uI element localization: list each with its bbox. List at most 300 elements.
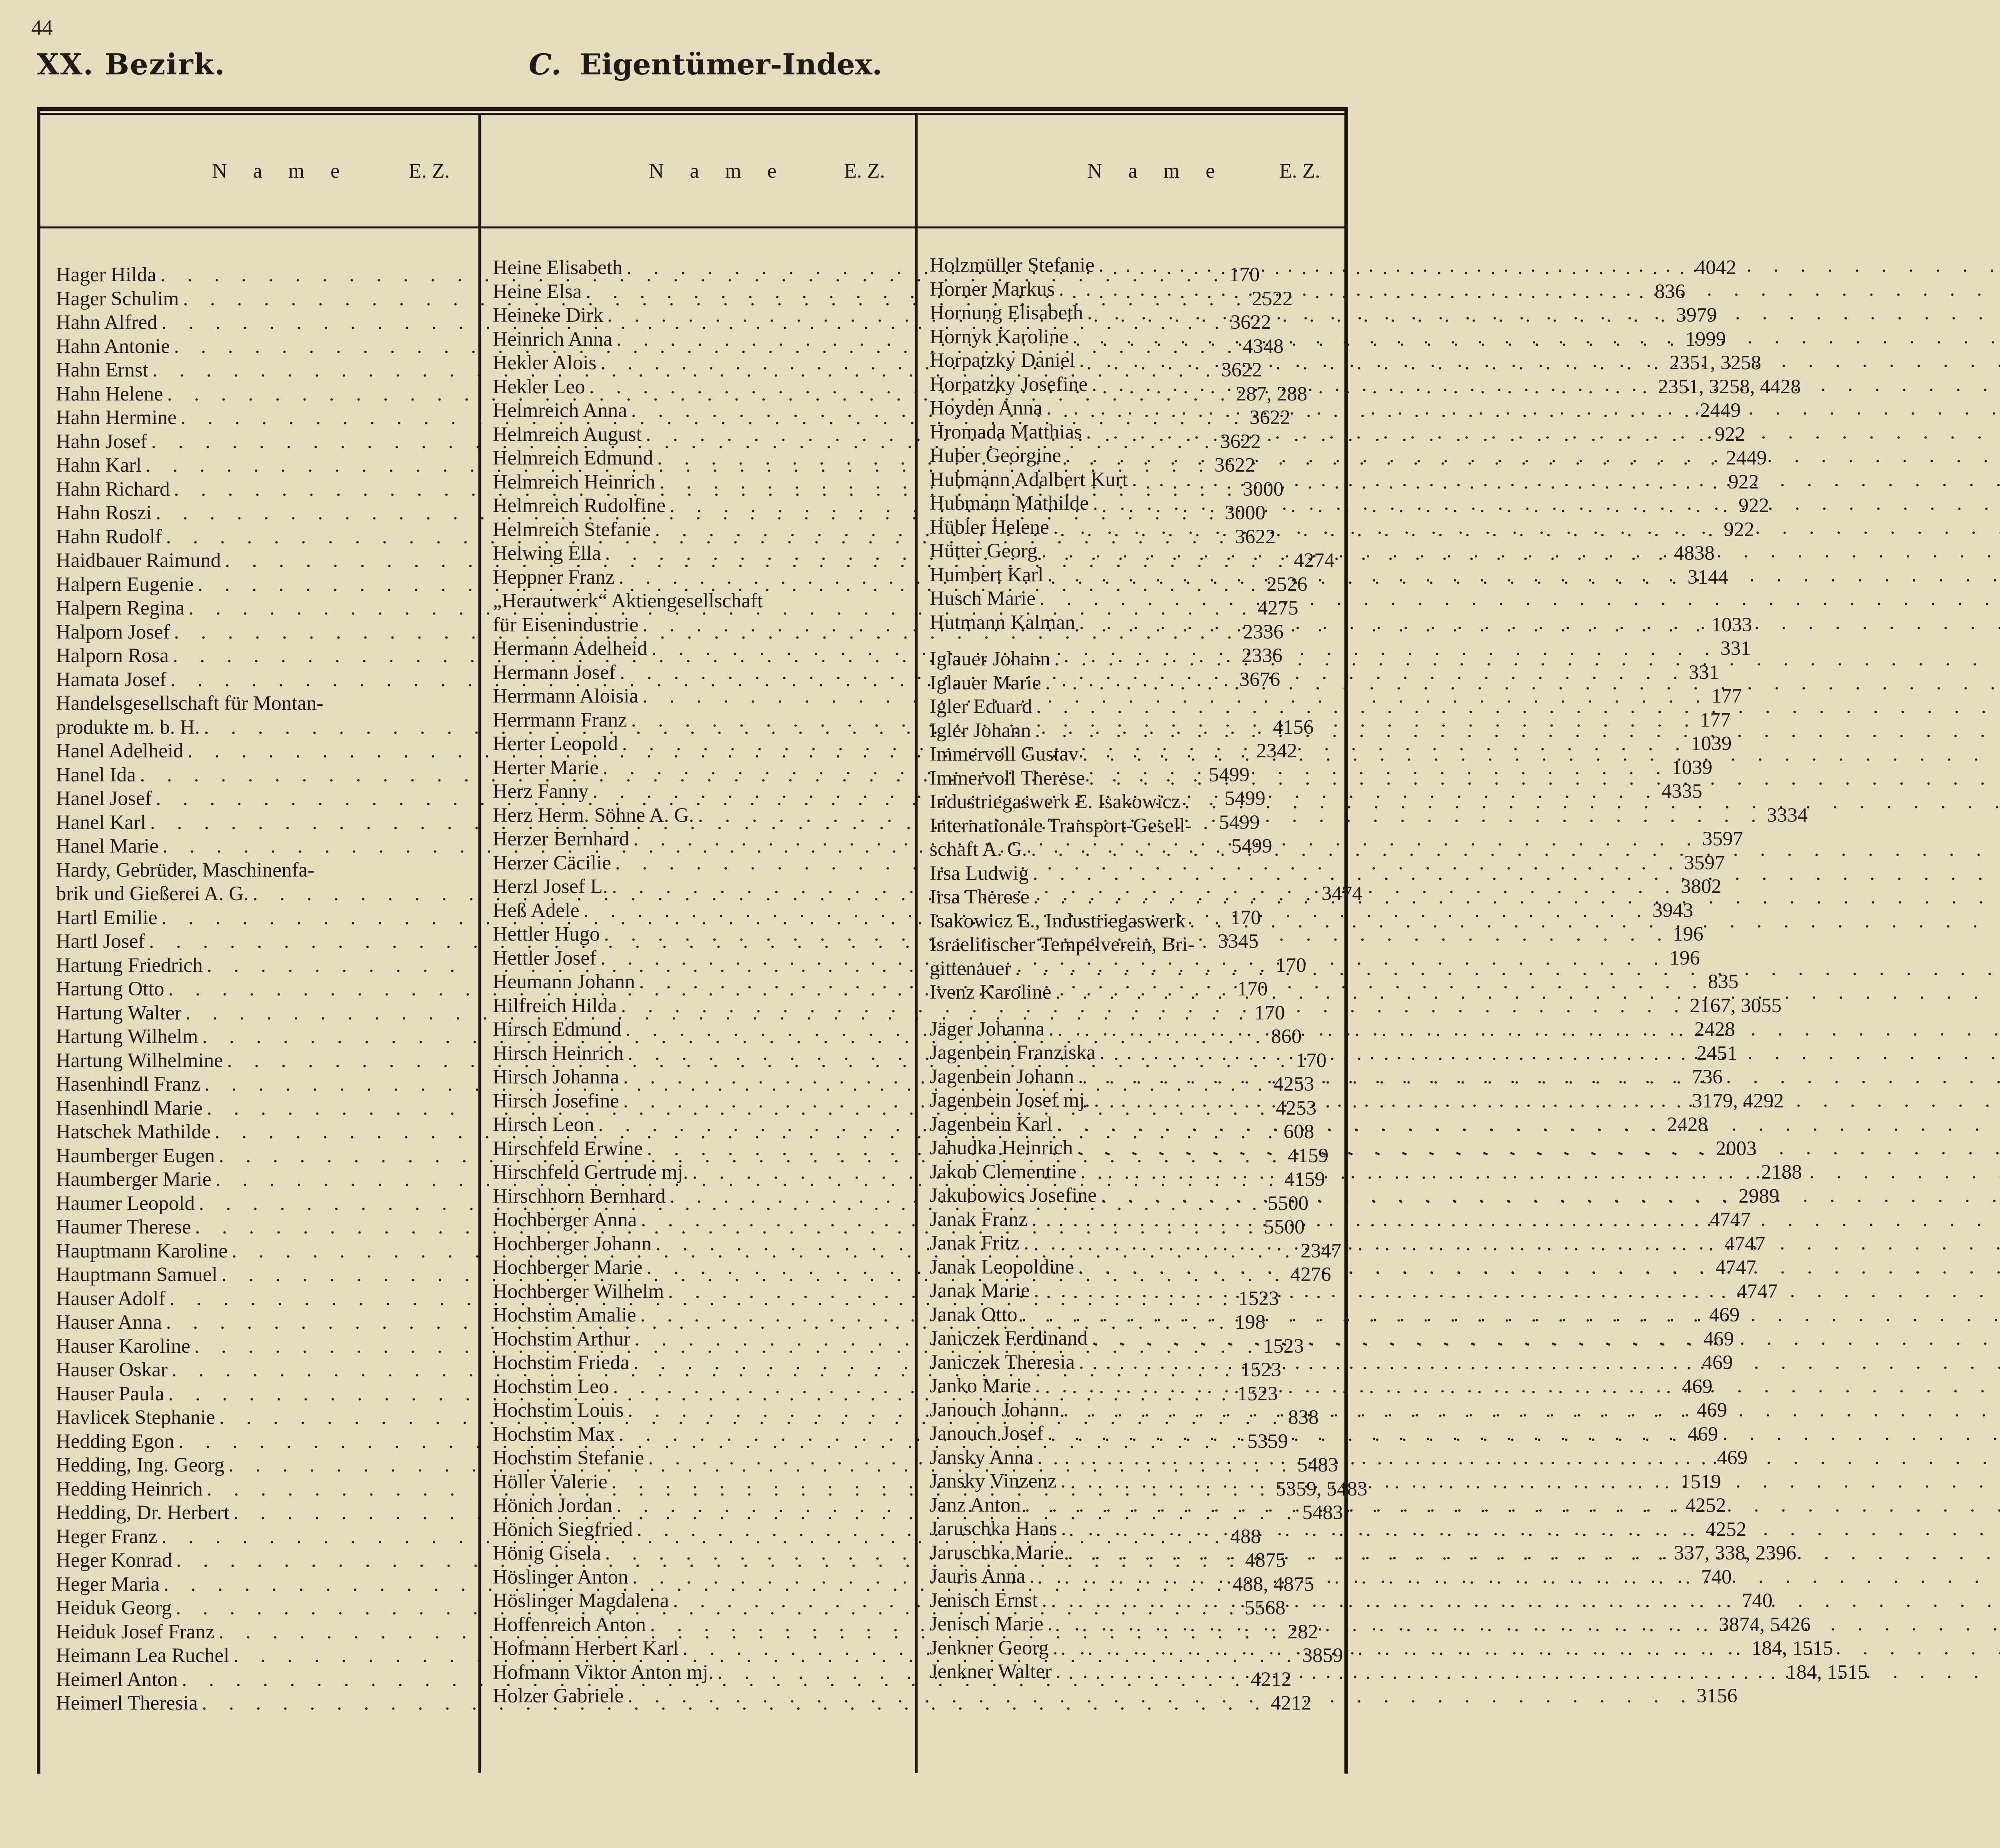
ez-header: E. Z. — [1279, 160, 1320, 182]
ez-number: 3179, 4292 — [1692, 1089, 1784, 1112]
ez-number: 3943 — [1652, 899, 1693, 922]
owner-name: Hanel Josef — [56, 787, 152, 810]
ez-number: 3597 — [1684, 851, 1725, 874]
owner-name: Heimerl Theresia — [56, 1692, 198, 1714]
owner-name: Höslinger Anton — [493, 1566, 628, 1588]
index-entry — [930, 492, 1334, 516]
dot-leader — [1027, 838, 2000, 862]
header-bottom-rule — [37, 226, 1348, 228]
ez-number: 3802 — [1680, 875, 1722, 898]
owner-name: Jansky Vinzenz — [930, 1470, 1057, 1492]
owner-name: Helmreich August — [493, 423, 642, 446]
ez-number: 2526 — [1266, 573, 1308, 596]
ez-number: 488 — [1230, 1525, 1261, 1548]
owner-name: Hubmann Mathilde — [930, 492, 1089, 515]
ez-number: 1523 — [1240, 1359, 1282, 1381]
section-gap — [930, 1005, 1334, 1017]
owner-name: Hettler Hugo — [493, 923, 600, 945]
index-entry — [930, 1374, 1334, 1398]
dot-leader — [1088, 373, 2000, 397]
dot-leader — [1011, 957, 2000, 981]
owner-name: Jenisch Marie — [930, 1613, 1044, 1635]
dot-leader — [1028, 1208, 2000, 1232]
ez-number: 4348 — [1242, 335, 1284, 358]
ez-number: 469 — [1702, 1351, 1733, 1374]
ez-number: 1039 — [1691, 733, 1732, 755]
dot-leader — [1025, 1565, 2000, 1589]
ez-number: 177 — [1700, 709, 1731, 731]
owner-name: Hauser Adolf — [56, 1287, 166, 1310]
owner-name: Hager Hilda — [56, 264, 156, 286]
owner-name: Hauptmann Karoline — [56, 1239, 228, 1262]
owner-name: Halporn Josef — [56, 621, 170, 643]
owner-name: Industriegaswerk E. Isakowicz — [930, 791, 1181, 813]
owner-name: Hönich Siegfried — [493, 1518, 633, 1541]
owner-name: Jenkner Georg — [930, 1636, 1049, 1659]
owner-name: Heine Elsa — [493, 280, 582, 303]
owner-name: Heumann Johann — [493, 971, 635, 993]
dot-leader — [1094, 254, 2000, 278]
owner-name: Jakob Clementine — [930, 1160, 1076, 1183]
ez-number: 2342 — [1256, 740, 1297, 762]
ez-number: 2989 — [1738, 1185, 1780, 1207]
owner-name: Helwing Ella — [493, 542, 601, 565]
ez-number: 3622 — [1220, 430, 1261, 453]
ez-number: 184, 1515 — [1751, 1637, 1833, 1660]
index-entry — [930, 516, 1334, 540]
owner-name: Haumberger Marie — [56, 1168, 212, 1191]
owner-name: Halpern Eugenie — [56, 573, 194, 596]
owner-name: Havlicek Stephanie — [56, 1406, 215, 1429]
owner-name: Jenisch Ernst — [930, 1589, 1038, 1612]
dot-leader — [1044, 563, 2000, 587]
index-entry — [930, 444, 1334, 468]
ez-number: 469 — [1717, 1447, 1748, 1469]
ez-number: 3144 — [1687, 566, 1728, 589]
owner-name: Hauser Paula — [56, 1382, 164, 1405]
ez-number: 2451 — [1696, 1042, 1738, 1065]
ez-number: 170 — [1296, 1049, 1327, 1072]
index-entry — [930, 1660, 1334, 1684]
ez-number: 3334 — [1767, 804, 1808, 827]
ez-number: 3622 — [1214, 454, 1256, 477]
dot-leader — [1073, 1136, 2000, 1160]
index-entry — [930, 1041, 1334, 1065]
owner-name: Jagenbein Franziska — [930, 1041, 1096, 1064]
owner-name: Hedding Egon — [56, 1430, 175, 1453]
owner-name: Hochstim Stefanie — [493, 1447, 644, 1469]
dot-leader — [1064, 1541, 2000, 1565]
dot-leader — [1038, 539, 2000, 563]
owner-name: Haumberger Eugen — [56, 1144, 215, 1167]
dot-leader — [1055, 278, 2000, 302]
ez-number: 4275 — [1257, 597, 1298, 619]
owner-name: Herz Fanny — [493, 780, 589, 803]
ez-number: 3874, 5426 — [1719, 1613, 1811, 1636]
dot-leader — [1076, 1160, 2000, 1184]
owner-name: Herzer Cäcilie — [493, 851, 611, 874]
owner-name: Hofmann Viktor Anton mj. — [493, 1661, 714, 1684]
ez-number: 922 — [1738, 495, 1769, 517]
index-entry — [930, 671, 1334, 695]
index-entry — [930, 325, 1334, 349]
owner-name: Hochberger Marie — [493, 1256, 643, 1279]
ez-number: 740 — [1701, 1566, 1732, 1588]
ez-number: 1523 — [1237, 1382, 1278, 1405]
index-entry — [930, 1398, 1334, 1422]
ez-number: 2351, 3258, 4428 — [1658, 375, 1801, 398]
owner-name: Hermann Josef — [493, 661, 616, 684]
index-title — [529, 47, 882, 81]
ez-number: 287, 288 — [1236, 382, 1308, 405]
dot-leader — [1030, 1279, 2000, 1303]
ez-number: 4252 — [1706, 1518, 1747, 1541]
index-entry — [930, 539, 1334, 563]
entry-name-line: Hardy, Gebrüder, Maschinenfa- — [56, 859, 315, 881]
dot-leader — [1032, 695, 2000, 719]
index-entry — [930, 420, 1334, 444]
ez-number: 469 — [1709, 1304, 1740, 1326]
owner-name: Halporn Rosa — [56, 645, 169, 667]
ez-number: 1033 — [1711, 613, 1752, 636]
owner-name: Helmreich Rudolfine — [493, 495, 666, 517]
owner-name: Höller Valerie — [493, 1470, 608, 1493]
owner-name: produkte m. b. H. — [56, 716, 200, 739]
ez-number: 838 — [1288, 1406, 1319, 1429]
index-entry — [930, 790, 1334, 814]
owner-name: Jauris Anna — [930, 1565, 1026, 1588]
ez-number: 331 — [1720, 637, 1751, 660]
owner-name: Janiczek Theresia — [930, 1351, 1075, 1373]
ez-header: E. Z. — [844, 160, 885, 182]
dot-leader — [1074, 1065, 2000, 1089]
owner-name: Hanel Marie — [56, 835, 159, 857]
dot-leader — [1061, 444, 2000, 468]
dot-leader — [1036, 587, 2000, 611]
ez-number: 1999 — [1685, 328, 1726, 350]
dot-leader — [1074, 1255, 2000, 1279]
ez-number: 177 — [1711, 685, 1742, 707]
dot-leader — [1090, 1089, 2000, 1113]
district-heading: XX. Bezirk. — [37, 47, 226, 81]
ez-number: 2336 — [1242, 621, 1284, 643]
owner-name: Heimerl Anton — [56, 1668, 178, 1691]
index-entry — [930, 301, 1334, 325]
owner-name: Hahn Rudolf — [56, 525, 162, 548]
index-entry — [930, 1303, 1334, 1327]
owner-name: Hoffenreich Anton — [493, 1613, 646, 1636]
ez-number: 4253 — [1276, 1097, 1317, 1119]
ez-number: 170 — [1230, 906, 1261, 929]
owner-name: Igler Johann — [930, 719, 1031, 742]
ez-number: 740 — [1742, 1590, 1773, 1612]
owner-name: Haumer Therese — [56, 1216, 191, 1238]
owner-name: Igler Eduard — [930, 695, 1032, 718]
owner-name: Holzer Gabriele — [493, 1685, 624, 1707]
owner-name: Halpern Regina — [56, 597, 185, 619]
owner-name: Heß Adele — [493, 899, 580, 922]
owner-name: Hahn Antonie — [56, 335, 170, 358]
ez-number: 170 — [1237, 978, 1268, 1000]
index-entry — [930, 1017, 1334, 1041]
owner-name: Hedding, Ing. Georg — [56, 1454, 225, 1476]
ez-number: 4274 — [1294, 549, 1335, 572]
ez-number: 4252 — [1685, 1494, 1726, 1517]
ez-number: 5499 — [1219, 811, 1260, 834]
owner-name: Hasenhindl Franz — [56, 1073, 201, 1095]
index-entry — [930, 647, 1334, 671]
index-entry — [930, 1589, 1334, 1613]
owner-name: Heimann Lea Ruchel — [56, 1644, 230, 1667]
owner-name: Hirsch Leon — [493, 1113, 594, 1136]
ez-number: 1039 — [1672, 756, 1713, 779]
owner-name: Hahn Roszi — [56, 502, 152, 524]
dot-leader — [1044, 1422, 2000, 1446]
ez-number: 4747 — [1724, 1232, 1766, 1255]
ez-number: 469 — [1696, 1399, 1727, 1422]
index-entry — [930, 1612, 1334, 1636]
owner-name: Holzmüller Stefanie — [930, 254, 1095, 276]
owner-name: Hromada Matthias — [930, 420, 1082, 443]
ez-number: 469 — [1682, 1375, 1713, 1398]
owner-name: Hahn Helene — [56, 382, 163, 405]
owner-name: Irsa Therese — [930, 886, 1030, 908]
owner-name: Hermann Adelheid — [493, 637, 648, 660]
owner-name: Hahn Hermine — [56, 406, 177, 429]
dot-leader — [1049, 516, 2000, 540]
owner-name: Herrmann Aloisia — [493, 685, 638, 707]
owner-name: Hedding Heinrich — [56, 1478, 203, 1500]
owner-name: Hartung Walter — [56, 1001, 182, 1024]
owner-name: Jenkner Walter — [930, 1660, 1052, 1683]
ez-number: 5499 — [1208, 763, 1250, 786]
ez-number: 4875 — [1245, 1549, 1286, 1572]
ez-number: 1523 — [1238, 1287, 1279, 1310]
owner-name: Janak Marie — [930, 1279, 1030, 1302]
owner-name: Haidbauer Raimund — [56, 549, 221, 572]
ez-number: 4042 — [1695, 256, 1736, 279]
dot-leader — [1075, 611, 2000, 635]
ez-number: 922 — [1728, 471, 1759, 493]
dot-leader — [1097, 1184, 2000, 1208]
dot-leader — [1052, 1660, 2000, 1684]
owner-name: Herzl Josef L. — [493, 875, 608, 898]
owner-name: Immervoll Therese — [930, 767, 1085, 789]
entry-name-line: „Herautwerk“ Aktiengesellschaft — [493, 590, 763, 612]
owner-name: Horner Markus — [930, 278, 1055, 300]
index-entry — [930, 1136, 1334, 1160]
owner-name: Hönich Jordan — [493, 1494, 612, 1517]
ez-number: 4335 — [1661, 780, 1702, 803]
owner-name: Janiczek Ferdinand — [930, 1327, 1088, 1349]
owner-name: Hettler Josef — [493, 947, 597, 969]
ez-number: 1523 — [1263, 1335, 1304, 1357]
index-entry — [930, 1184, 1334, 1208]
ez-number: 488, 4875 — [1232, 1573, 1314, 1596]
index-entry — [930, 1089, 1334, 1113]
ez-number: 4276 — [1290, 1263, 1331, 1286]
index-entry — [930, 1446, 1334, 1470]
index-entry — [930, 373, 1334, 397]
index-entry — [930, 885, 1334, 909]
ez-number: 5359 — [1247, 1430, 1288, 1453]
dot-leader — [1096, 1041, 2000, 1065]
ez-number: 5483 — [1302, 1502, 1343, 1524]
section-letter: C. — [529, 47, 562, 81]
owner-name: Heinrich Anna — [493, 328, 612, 350]
ez-number: 170 — [1254, 1001, 1285, 1024]
title-text: Eigentümer-Index. — [580, 47, 882, 81]
dot-leader — [1075, 349, 2000, 373]
owner-name: Hochstim Frieda — [493, 1351, 630, 1374]
owner-name: Hartung Friedrich — [56, 954, 203, 977]
owner-name: Herzer Bernhard — [493, 828, 630, 850]
owner-name: Hartung Wilhelm — [56, 1025, 198, 1048]
ez-number: 922 — [1724, 518, 1754, 541]
owner-name: Hahn Ernst — [56, 359, 148, 381]
ez-number: 3000 — [1242, 478, 1284, 501]
ez-number: 3676 — [1239, 668, 1280, 691]
ez-number: 184, 1515 — [1786, 1661, 1868, 1684]
ez-number: 5499 — [1231, 835, 1272, 857]
ez-number: 337, 338, 2396 — [1674, 1542, 1796, 1564]
dot-leader — [624, 1684, 1694, 1708]
dot-leader — [1044, 1612, 2000, 1636]
owner-name: Höslinger Magdalena — [493, 1590, 669, 1612]
owner-name: Immervoll Gustav — [930, 743, 1079, 765]
header-top-rule — [37, 113, 1348, 115]
owner-name: Herz Herm. Söhne A. G. — [493, 804, 694, 827]
owner-name: Heppner Franz — [493, 566, 615, 589]
dot-leader — [1186, 909, 2000, 933]
ez-number: 3156 — [1696, 1685, 1738, 1707]
dot-leader — [1075, 1351, 2000, 1375]
index-entry — [930, 1565, 1334, 1589]
index-entry — [930, 1541, 1334, 1565]
dot-leader — [1180, 790, 2000, 814]
ez-number: 2003 — [1716, 1137, 1757, 1160]
ez-number: 170 — [1229, 264, 1260, 286]
owner-name: Herter Marie — [493, 756, 599, 779]
dot-leader — [1038, 1589, 2000, 1613]
name-header: N a m e — [1087, 160, 1226, 182]
owner-name: Irsa Ludwig — [930, 862, 1029, 885]
owner-name: Hirsch Johanna — [493, 1066, 619, 1088]
owner-name: Hedding, Dr. Herbert — [56, 1502, 230, 1524]
owner-name: Jagenbein Karl — [930, 1113, 1053, 1135]
index-entry — [930, 1065, 1334, 1089]
owner-name: Hartung Otto — [56, 978, 164, 1000]
owner-name: Hofmann Herbert Karl — [493, 1637, 679, 1660]
index-entry — [930, 1208, 1334, 1232]
ez-number: 3622 — [1235, 525, 1276, 548]
owner-name: Hübler Helene — [930, 516, 1049, 539]
owner-name: Hirschfeld Erwine — [493, 1137, 643, 1160]
owner-name: Hatschek Mathilde — [56, 1121, 211, 1143]
owner-name: Hahn Richard — [56, 478, 170, 501]
dot-leader — [1049, 1636, 2000, 1660]
ez-number: 3622 — [1230, 311, 1271, 334]
owner-name: Herrmann Franz — [493, 709, 627, 731]
owner-name: Janz Anton — [930, 1494, 1021, 1516]
index-entry — [930, 563, 1334, 587]
index-entry — [930, 1494, 1334, 1518]
dot-leader — [1082, 420, 2000, 444]
dot-leader — [1018, 1303, 2000, 1327]
dot-leader — [1083, 301, 2000, 325]
owner-name: Jakubowics Josefine — [930, 1184, 1097, 1207]
owner-name: Hütter Georg — [930, 540, 1038, 562]
ez-number: 469 — [1687, 1423, 1718, 1446]
ez-number: 922 — [1714, 423, 1746, 446]
entry-name-line: Handelsgesellschaft für Montan- — [56, 692, 324, 715]
index-entry — [930, 743, 1334, 767]
ez-number: 196 — [1672, 923, 1704, 945]
owner-name: Iglauer Johann — [930, 648, 1050, 670]
index-entry — [930, 1351, 1334, 1375]
owner-name: Heger Konrad — [56, 1549, 172, 1572]
ez-number: 469 — [1703, 1327, 1734, 1350]
index-entry — [930, 1113, 1334, 1137]
ez-number: 3859 — [1302, 1644, 1343, 1667]
owner-name: Heger Maria — [56, 1573, 160, 1596]
owner-name: Hirsch Heinrich — [493, 1042, 624, 1065]
owner-name: Hochstim Amalie — [493, 1304, 636, 1326]
ez-number: 736 — [1692, 1066, 1723, 1088]
ez-number: 5500 — [1264, 1216, 1305, 1238]
index-entry — [930, 719, 1334, 743]
index-entry — [930, 1327, 1334, 1351]
index-entry — [930, 278, 1334, 302]
dot-leader — [1079, 743, 2000, 767]
ez-number: 3000 — [1224, 502, 1266, 524]
ez-number: 2167, 3055 — [1690, 994, 1782, 1017]
owner-name: Jäger Johanna — [930, 1017, 1045, 1040]
owner-name: Jagenbein Johann — [930, 1065, 1074, 1088]
owner-name: Hochstim Louis — [493, 1399, 624, 1422]
owner-name: Ivenz Karoline — [930, 981, 1052, 1003]
ez-number: 5499 — [1224, 787, 1266, 810]
owner-name: Hekler Alois — [493, 352, 597, 374]
index-entry — [930, 838, 1334, 862]
name-header: N a m e — [212, 160, 350, 182]
ez-number: 3979 — [1676, 304, 1717, 326]
owner-name: Hauser Karoline — [56, 1335, 190, 1357]
owner-name: Huber Georgine — [930, 444, 1062, 467]
owner-name: Hanel Ida — [56, 763, 136, 786]
dot-leader — [1057, 1470, 2000, 1494]
ez-number: 4747 — [1737, 1280, 1778, 1303]
section-gap — [930, 635, 1334, 647]
owner-name: Hahn Alfred — [56, 311, 158, 334]
index-entry — [930, 1231, 1334, 1255]
index-entry — [930, 695, 1334, 719]
owner-name: Horpatzky Josefine — [930, 373, 1088, 396]
ez-number: 5568 — [1244, 1597, 1286, 1619]
owner-name: Heiduk Josef Franz — [56, 1620, 215, 1643]
owner-name: Helmreich Anna — [493, 399, 627, 422]
owner-name: Heiduk Georg — [56, 1597, 172, 1619]
ez-header: E. Z. — [409, 160, 450, 182]
dot-leader — [1031, 719, 2000, 743]
index-entry — [930, 1470, 1334, 1494]
ez-number: 860 — [1271, 1025, 1302, 1048]
index-entry — [930, 587, 1334, 611]
owner-name: Haumer Leopold — [56, 1192, 195, 1215]
owner-name: Hasenhindl Marie — [56, 1097, 203, 1119]
owner-name: Hanel Karl — [56, 811, 146, 834]
ez-number: 2347 — [1300, 1239, 1342, 1262]
